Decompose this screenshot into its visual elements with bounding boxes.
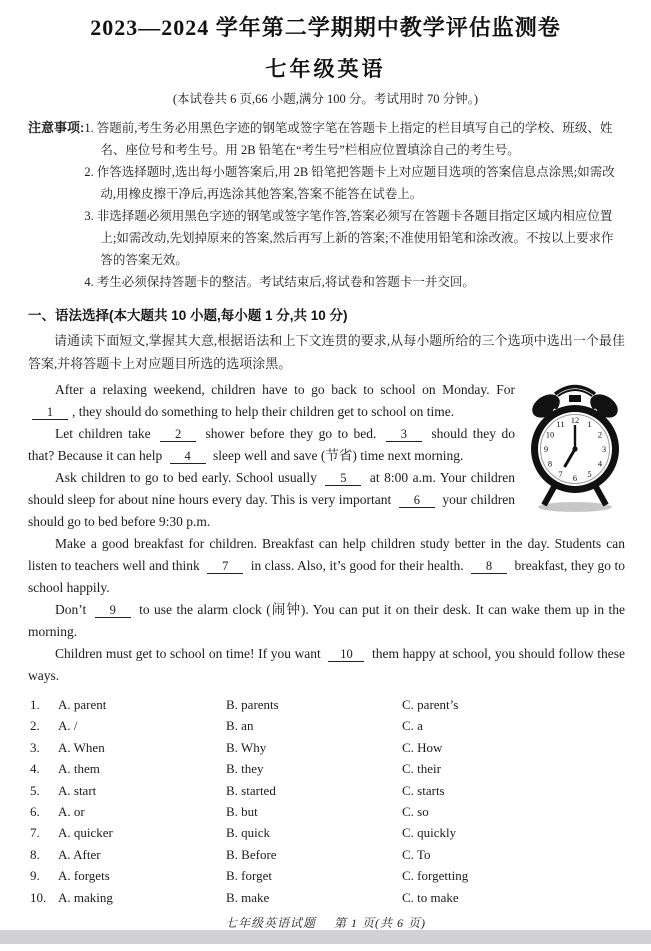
question-row [30,865,625,886]
question-options-list [30,694,625,908]
svg-text:8: 8 [547,458,553,469]
question-row [30,694,625,715]
question-row [30,844,625,865]
option-b: B. forget [226,868,272,884]
cloze-blank-5: 5 [325,471,361,486]
section-heading-grammar: 一、语法选择(本大题共 10 小题,每小题 1 分,共 10 分) [28,308,348,323]
notice-item-text: 非选择题必须用黑色字迹的钢笔或签字笔作答,答案必须写在答题卡各题目指定区域内相应位置上;如需改动,先划掉原来的答案,然后再写上新的答案;不准使用铅笔和涂改液。不按以上要求作答的答案无效。 [96,209,614,267]
question-row [30,715,625,736]
cloze-blank-3: 3 [386,427,422,442]
notice-item-text: 考生必须保持答题卡的整洁。考试结束后,将试卷和答题卡一并交回。 [96,275,475,289]
option-c: C. How [402,739,443,755]
cloze-blank-9: 9 [95,603,131,618]
svg-text:5: 5 [587,469,592,479]
alarm-clock-image [525,381,625,513]
option-c: C. quickly [402,825,457,841]
passage-text: sleep well and save (节省) time next morning. [209,448,464,463]
question-row [30,758,625,779]
passage-text: Don’t [55,602,91,617]
notice-item [84,271,625,293]
question-number: 5. [30,782,40,798]
passage-text: to use the alarm clock (闹钟). You can put it on their desk. It can wake them up in the morning. [28,602,625,639]
option-b: B. Before [226,846,277,862]
option-b: B. make [226,889,270,905]
cloze-blank-7: 7 [207,559,243,574]
notice-item-number: 2. [84,165,94,179]
svg-text:1: 1 [587,419,592,429]
passage-text: your children should go to bed before 9:30 p.m. [28,492,515,529]
notice-item [84,117,625,161]
page-subtitle: 七年级英语 [265,58,386,81]
cloze-blank-10: 10 [328,647,364,662]
question-row [30,737,625,758]
svg-text:7: 7 [558,469,563,479]
option-b: B. started [226,782,276,798]
question-row [30,887,625,908]
option-a: A. parent [58,697,107,712]
option-a: A. start [58,782,97,798]
passage-text: at 8:00 a.m. Your children should sleep for about nine hours every day. This is very important [28,470,515,507]
svg-text:3: 3 [601,444,607,454]
option-b: B. parents [226,697,279,712]
option-b: B. an [226,718,254,734]
option-c: C. their [402,761,441,777]
notice-item-text: 答题前,考生务必用黑色字迹的钢笔或签字笔在答题卡上指定的栏目填写自己的学校、班级、姓名、座位号和考生号。用 2B 铅笔在“考生号”栏相应位置填涂自己的考生号。 [96,121,613,157]
option-b: B. quick [226,825,271,841]
option-c: C. starts [402,782,445,798]
question-number: 4. [30,761,40,777]
option-c: C. so [402,804,429,820]
option-c: C. To [402,846,431,862]
question-number: 1. [30,697,40,712]
svg-text:11: 11 [556,419,565,429]
passage-text: Make a good breakfast for children. Breakfast can help children study better in the day. Students can listen to teachers well and think [28,536,625,573]
footer-page-number: 第 1 页(共 6 页) [334,916,426,931]
notice-item [84,161,625,205]
passage-text: breakfast, they go to school happily. [28,558,625,595]
passage-text: in class. Also, it’s good for their health. [247,558,468,573]
option-a: A. them [58,761,100,777]
question-row [30,822,625,843]
option-a: A. making [58,889,113,905]
passage-text: Ask children to go to bed early. School usually [55,470,322,485]
cloze-blank-6: 6 [399,493,435,508]
notice-item-number: 4. [84,275,94,289]
option-c: C. forgetting [402,868,469,884]
question-number: 7. [30,825,40,841]
page-title: 2023—2024 学年第二学期期中教学评估监测卷 [90,15,561,40]
passage-text: Let children take [55,426,157,441]
notice-item-text: 作答选择题时,选出每小题答案后,用 2B 铅笔把答题卡上对应题目选项的答案信息点涂黑;如需改动,用橡皮擦干净后,再选涂其他答案,答案不能答在试卷上。 [96,165,615,201]
passage-text: should they do that? Because it can help [28,426,516,463]
option-c: C. to make [402,889,459,905]
option-b: B. Why [226,739,267,755]
notice-section [28,117,625,293]
notice-label: 注意事项: [28,120,85,135]
question-number: 8. [30,846,40,862]
page-footer [0,915,651,931]
passage-paragraph [28,533,625,599]
option-a: A. quicker [58,825,113,841]
passage-text: After a relaxing weekend, children have to go back to school on Monday. For [55,382,515,397]
notice-items [84,117,625,293]
option-a: A. / [58,718,78,734]
svg-text:6: 6 [572,473,578,483]
passage-paragraph [28,643,625,687]
passage-text: shower before they go to bed. [200,426,382,441]
svg-text:9: 9 [543,444,549,454]
section-instructions: 请通读下面短文,掌握其大意,根据语法和上下文连贯的要求,从每小题所给的三个选项中选出一个最佳答案,并将答题卡上对应题目所选的选项涂黑。 [28,333,625,371]
question-row [30,801,625,822]
option-c: C. parent’s [402,697,459,712]
svg-text:10: 10 [545,429,555,440]
question-number: 9. [30,868,40,884]
question-number: 6. [30,804,40,820]
question-number: 10. [30,889,47,905]
passage-text: , they should do something to help their children get to school on time. [72,404,455,419]
svg-text:2: 2 [597,429,603,440]
option-a: A. forgets [58,868,110,884]
option-b: B. but [226,804,258,820]
passage-text: them happy at school, you should follow these ways. [28,646,625,683]
cloze-blank-2: 2 [160,427,196,442]
scan-bottom-bar [0,930,651,944]
option-b: B. they [226,761,264,777]
option-a: A. After [58,846,101,862]
cloze-blank-1: 1 [32,405,68,420]
option-a: A. When [58,739,105,755]
question-row [30,780,625,801]
passage-paragraph [28,599,625,643]
svg-text:4: 4 [597,458,603,469]
option-c: C. a [402,718,423,734]
cloze-blank-4: 4 [170,449,206,464]
question-number: 3. [30,739,40,755]
option-a: A. or [58,804,85,820]
notice-item-number: 3. [84,209,94,223]
passage-text: Children must get to school on time! If you want [55,646,325,661]
cloze-passage [28,379,625,687]
question-number: 2. [30,718,40,734]
notice-item [84,205,625,271]
footer-paper-label: 七年级英语试题 [224,916,316,931]
svg-text:12: 12 [570,415,580,425]
paper-info-line: (本试卷共 6 页,66 小题,满分 100 分。考试用时 70 分钟。) [172,92,479,106]
cloze-blank-8: 8 [471,559,507,574]
notice-item-number: 1. [84,121,94,135]
